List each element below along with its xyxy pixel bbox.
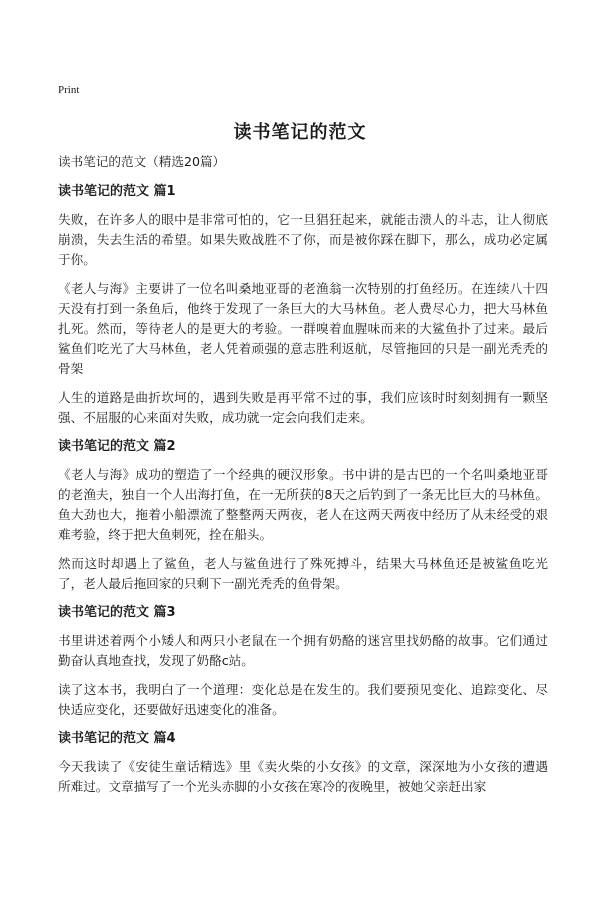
print-link[interactable]: Print: [58, 84, 80, 96]
paragraph: 书里讲述着两个小矮人和两只小老鼠在一个拥有奶酪的迷宫里找奶酪的故事。它们通过勤奋认真地查找，发现了奶酪c站。: [58, 633, 548, 668]
section-heading: 读书笔记的范文 篇1: [58, 184, 176, 199]
article-subtitle: 读书笔记的范文（精选20篇）: [58, 154, 226, 169]
section-heading: 读书笔记的范文 篇4: [58, 731, 176, 746]
section-heading: 读书笔记的范文 篇3: [58, 605, 176, 620]
article-body: [58, 152, 548, 806]
section-3: [58, 603, 548, 720]
paragraph: 然而这时却遇上了鲨鱼，老人与鲨鱼进行了殊死搏斗，结果大马林鱼还是被鲨鱼吃光了，老人最后拖回家的只剩下一副光秃秃的鱼骨架。: [58, 556, 548, 591]
paragraph: 《老人与海》成功的塑造了一个经典的硬汉形象。书中讲的是古巴的一个名叫桑地亚哥的老渔夫，独自一个人出海打鱼，在一无所获的8天之后钓到了一条无比巨大的马林鱼。鱼大劲也大，拖着小船漂流了整整两天两夜，老人在这两天两夜中经历了从未经受的艰难考验，终于把大鱼刺死，拴在船头。: [58, 467, 548, 542]
section-4: [58, 729, 548, 797]
paragraph: 今天我读了《安徒生童话精选》里《卖火柴的小女孩》的文章，深深地为小女孩的遭遇所难过。文章描写了一个光头赤脚的小女孩在寒冷的夜晚里，被她父亲赶出家: [58, 759, 548, 794]
section-heading: 读书笔记的范文 篇2: [58, 439, 176, 454]
paragraph: 《老人与海》主要讲了一位名叫桑地亚哥的老渔翁一次特别的打鱼经历。在连续八十四天没有打到一条鱼后，他终于发现了一条巨大的大马林鱼。老人费尽心力，把大马林鱼扎死。然而，等待老人的是更大的考验。一群嗅着血腥味而来的大鲨鱼扑了过来。最后鲨鱼们吃光了大马林鱼，老人凭着顽强的意志胜利返航，尽管拖回的只是一副光秃秃的骨架: [58, 281, 548, 376]
paragraph: 失败，在许多人的眼中是非常可怕的，它一旦猖狂起来，就能击溃人的斗志，让人彻底崩溃，失去生活的希望。如果失败战胜不了你，而是被你踩在脚下，那么，成功必定属于你。: [58, 212, 548, 267]
section-2: [58, 437, 548, 594]
page-title: 读书笔记的范文: [233, 122, 367, 143]
section-1: [58, 182, 548, 428]
paragraph: 人生的道路是曲折坎坷的，遇到失败是再平常不过的事，我们应该时时刻刻拥有一颗坚强、不屈服的心来面对失败，成功就一定会向我们走来。: [58, 390, 548, 425]
paragraph: 读了这本书，我明白了一个道理：变化总是在发生的。我们要预见变化、追踪变化、尽快适应变化，还要做好迅速变化的准备。: [58, 682, 548, 717]
